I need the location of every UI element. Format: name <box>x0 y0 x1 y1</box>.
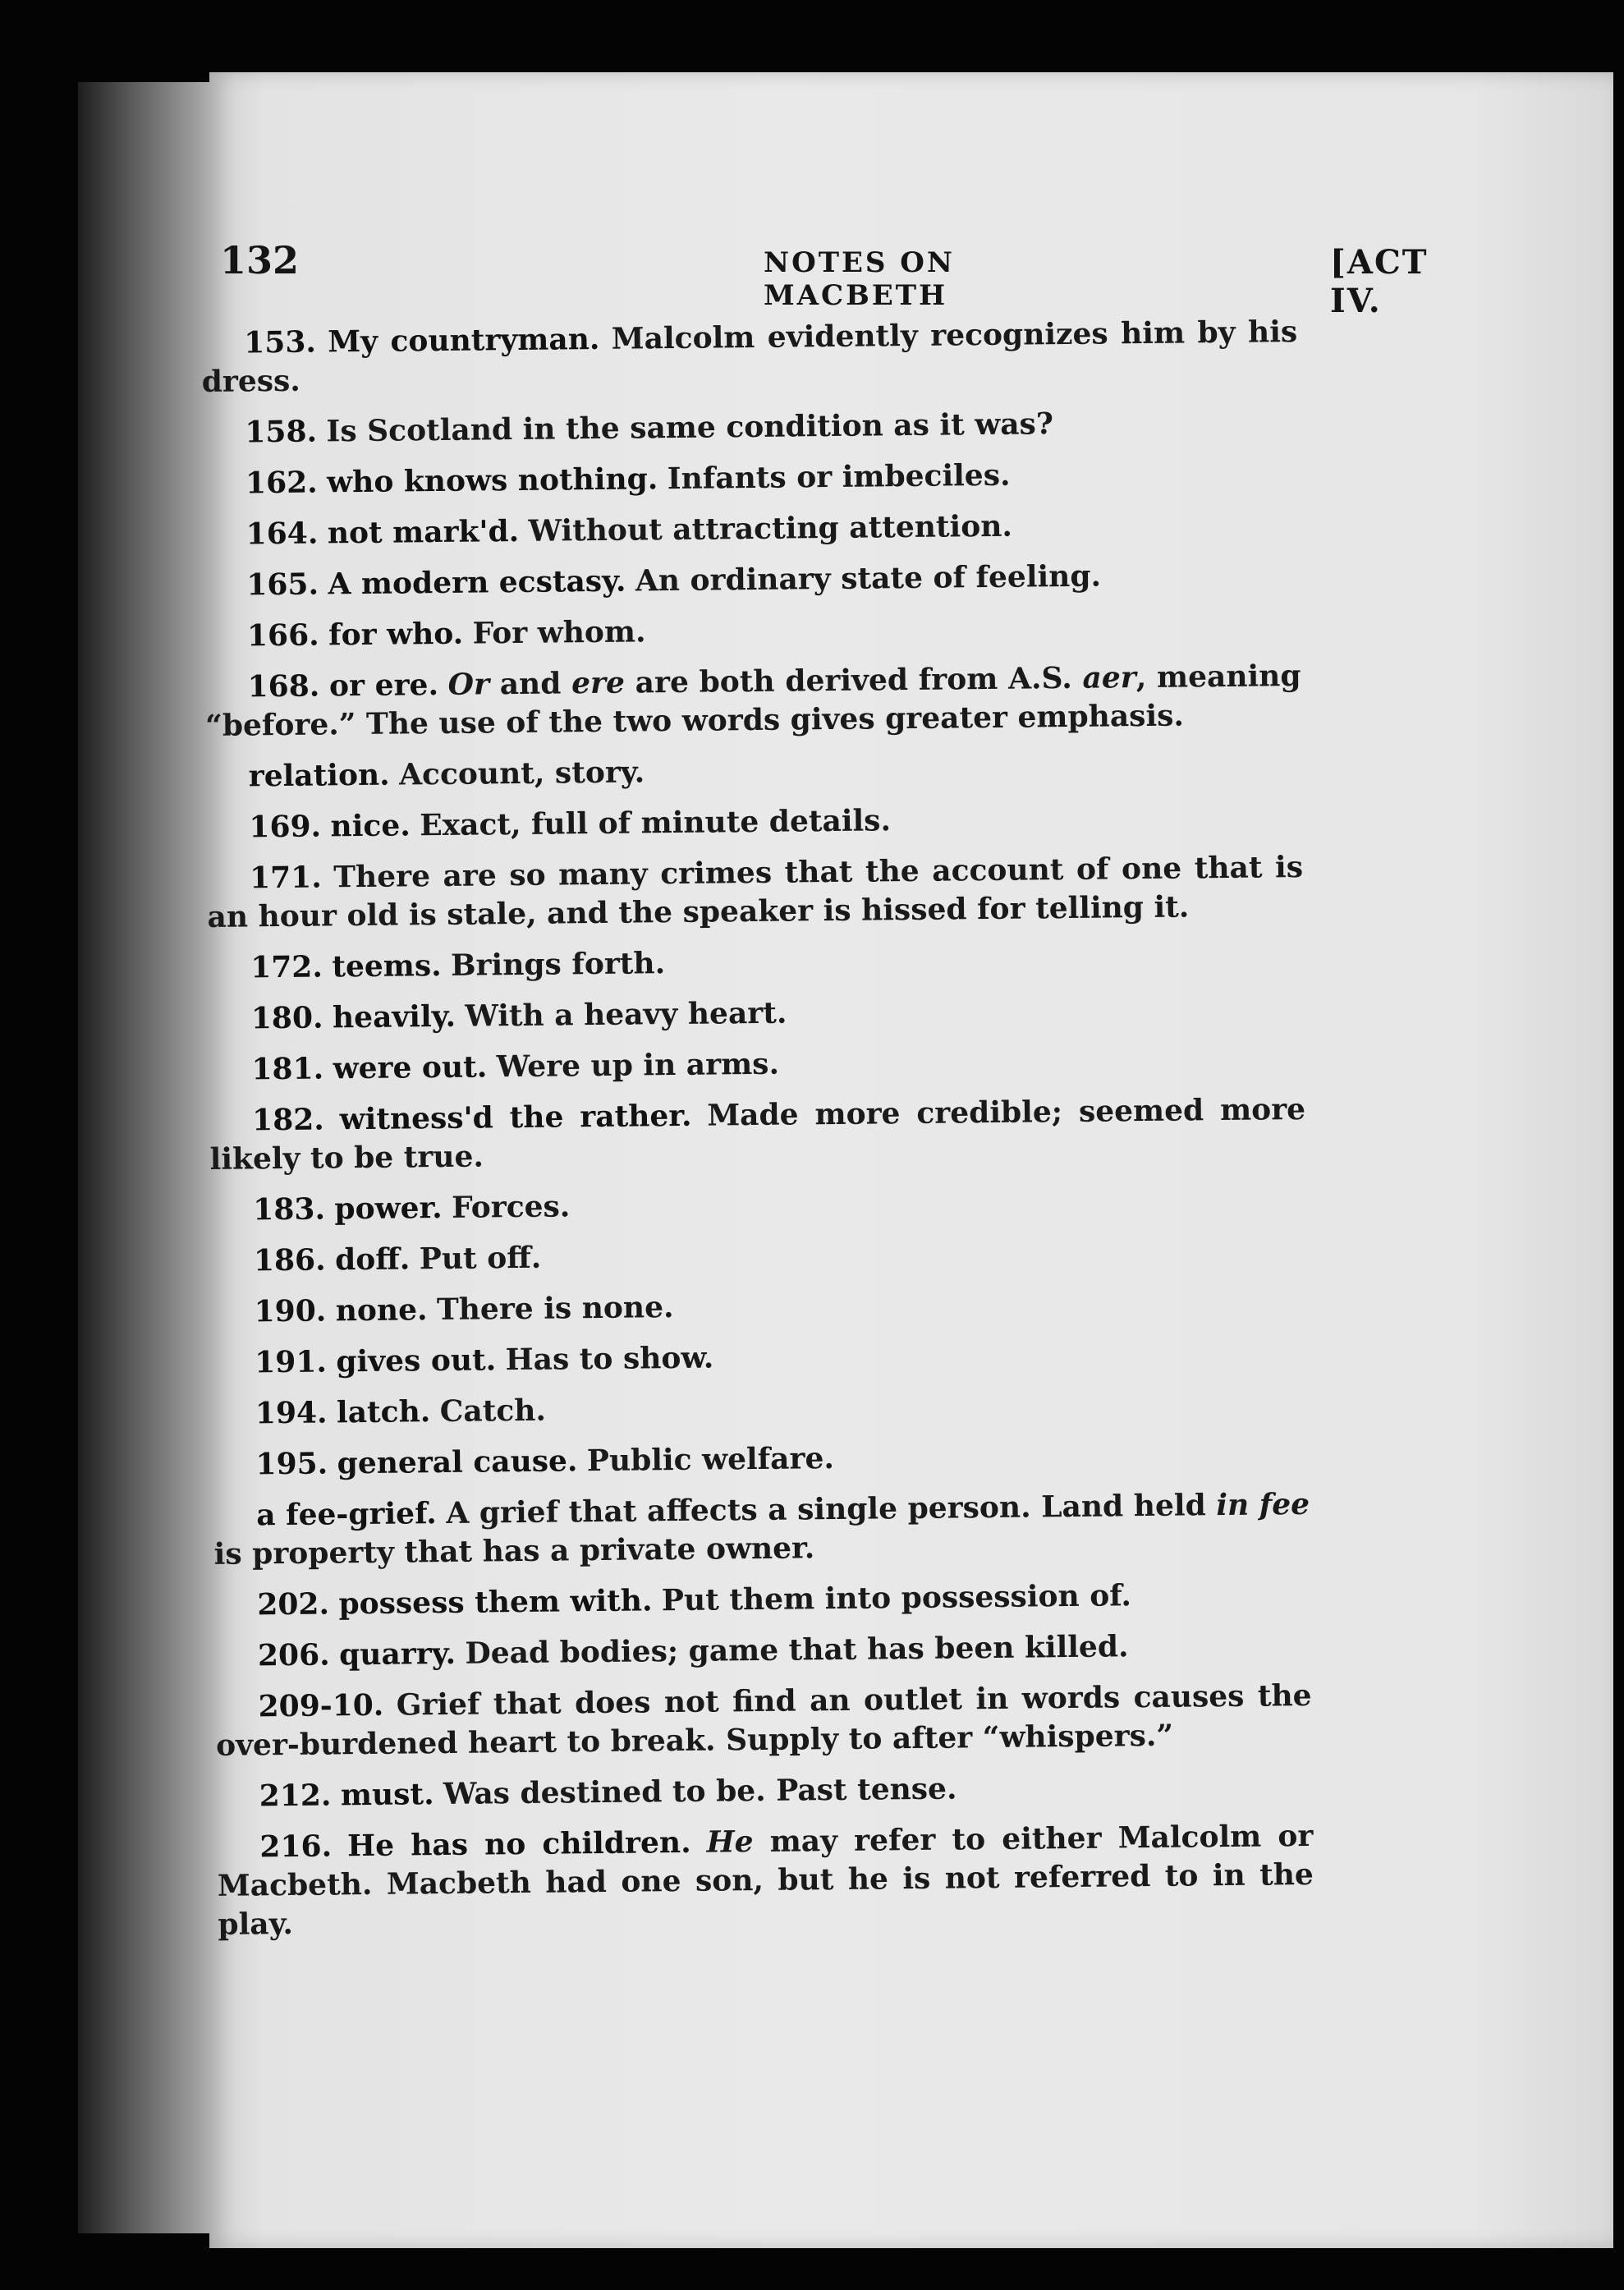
note-entry <box>212 1333 1308 1383</box>
note-lemma: heavily. <box>332 998 456 1035</box>
note-lemma: general cause. <box>337 1443 578 1481</box>
note-entry <box>204 555 1300 605</box>
italic-term: in fee <box>1216 1486 1310 1523</box>
book-spine-shadow <box>78 82 218 2233</box>
note-entry <box>217 1766 1313 1816</box>
note-entry <box>204 657 1301 746</box>
note-line-number: 169. <box>249 809 322 845</box>
note-lemma: none. <box>335 1292 428 1329</box>
note-gloss: Exact, full of minute details. <box>419 803 892 843</box>
note-gloss: Dead bodies; game that has been killed. <box>465 1629 1129 1671</box>
note-entry <box>202 402 1298 452</box>
note-entry <box>213 1485 1310 1574</box>
note-line-number: 165. <box>246 567 319 603</box>
note-gloss: Is Scotland in the same condition as it was? <box>326 406 1054 449</box>
italic-term: Or <box>447 667 490 702</box>
note-line-number: 206. <box>257 1637 330 1673</box>
note-line-number: 182. <box>251 1102 325 1138</box>
note-lemma: gives out. <box>336 1342 497 1379</box>
note-entry <box>209 989 1305 1039</box>
note-gloss: Malcolm evidently recognizes him by his dress. <box>201 314 1298 399</box>
note-line-number: 162. <box>245 465 318 501</box>
note-lemma: doff. <box>334 1241 411 1278</box>
note-lemma: relation. <box>248 757 390 794</box>
note-entry <box>209 1090 1306 1179</box>
note-lemma: latch. <box>336 1394 431 1430</box>
note-lemma: He has no children. <box>346 1824 691 1864</box>
note-line-number: 171. <box>249 860 322 896</box>
note-line-number: 164. <box>245 516 319 552</box>
note-entry <box>215 1626 1311 1676</box>
note-lemma: not mark'd. <box>327 513 520 551</box>
note-lemma: teems. <box>332 948 442 984</box>
gloss-text: , meaning “before.” The use of the two words gives greater emphasis. <box>204 658 1301 743</box>
note-gloss: Public welfare. <box>586 1441 835 1479</box>
note-line-number: 153. <box>244 324 317 360</box>
note-entry <box>206 797 1302 847</box>
note-gloss: An ordinary state of feeling. <box>635 558 1102 599</box>
note-entry <box>211 1231 1307 1281</box>
note-entry <box>215 1677 1312 1765</box>
note-line-number: 172. <box>250 949 323 985</box>
note-line-number: 186. <box>253 1242 326 1278</box>
note-entry <box>211 1282 1307 1332</box>
gloss-text: and <box>489 666 572 702</box>
note-gloss: For whom. <box>472 614 646 651</box>
note-entry <box>214 1575 1310 1625</box>
page-number: 132 <box>220 238 300 282</box>
note-gloss: Infants or imbeciles. <box>667 457 1011 497</box>
page-header <box>0 164 1429 320</box>
note-lemma: power. <box>334 1190 443 1227</box>
note-line-number: 195. <box>255 1446 328 1482</box>
note-line-number: 190. <box>254 1293 327 1329</box>
note-lemma: who knows nothing. <box>326 461 658 500</box>
note-gloss: Made more credible; seemed more likely to be true. <box>209 1091 1306 1177</box>
italic-term: aer <box>1082 660 1136 695</box>
note-line-number: 166. <box>246 617 319 654</box>
note-line-number: 209-10. <box>258 1687 384 1724</box>
note-entry <box>206 746 1302 796</box>
note-gloss: Were up in arms. <box>496 1046 780 1085</box>
note-lemma: quarry. <box>338 1636 456 1673</box>
act-label: [ACT IV. <box>1330 243 1429 320</box>
italic-term: He <box>706 1824 754 1860</box>
note-line-number: 168. <box>247 668 320 704</box>
note-lemma: witness'd the rather. <box>339 1098 692 1137</box>
note-entry <box>203 504 1299 554</box>
note-entry <box>208 938 1304 988</box>
note-lemma: were out. <box>333 1049 488 1086</box>
note-entry <box>204 606 1301 656</box>
note-entry <box>210 1180 1306 1230</box>
note-lemma: My countryman. <box>328 321 600 360</box>
note-entry <box>213 1434 1309 1485</box>
note-gloss: Without attracting attention. <box>528 508 1013 548</box>
note-line-number: 181. <box>251 1051 324 1087</box>
note-line-number: 180. <box>250 1000 323 1036</box>
note-entry <box>201 313 1298 402</box>
note-entry <box>207 848 1304 937</box>
gloss-text: A grief that affects a single person. Land held <box>446 1488 1217 1530</box>
note-gloss: Account, story. <box>398 755 645 792</box>
note-gloss: Was destined to be. Past tense. <box>443 1771 957 1812</box>
note-lemma: a fee-grief. <box>255 1496 438 1533</box>
note-gloss: Forces. <box>451 1189 571 1225</box>
note-line-number: 202. <box>257 1586 330 1622</box>
note-gloss: Grief that does not find an outlet in words causes the over-burdened heart to break. Supply to after “whispers.” <box>215 1677 1312 1763</box>
note-line-number: 212. <box>259 1778 332 1814</box>
note-line-number: 158. <box>245 414 318 450</box>
note-line-number: 216. <box>259 1829 333 1865</box>
note-entry <box>217 1817 1314 1944</box>
note-gloss: Catch. <box>439 1393 547 1430</box>
note-gloss: There are so many crimes that the account of one that is an hour old is stale, and the speaker is hissed for telling it. <box>207 849 1304 934</box>
note-line-number: 183. <box>253 1191 326 1228</box>
note-lemma: nice. <box>330 808 411 844</box>
note-lemma: or ere. <box>328 667 439 704</box>
note-entry <box>213 1384 1309 1434</box>
gloss-text: is property that has a private owner. <box>213 1530 815 1572</box>
note-lemma: for who. <box>328 616 464 653</box>
note-gloss: With a heavy heart. <box>465 995 787 1034</box>
note-gloss: Has to show. <box>505 1340 714 1378</box>
notes-list <box>201 313 1314 1957</box>
note-gloss: Put them into possession of. <box>661 1578 1132 1618</box>
note-entry <box>209 1039 1305 1090</box>
running-title: NOTES ON MACBETH <box>764 246 955 312</box>
gloss-text: may refer to either Malcolm or Macbeth. Macbeth had one son, but he is not referred to in the play. <box>217 1818 1314 1942</box>
italic-term: ere <box>571 665 626 701</box>
note-gloss: Put off. <box>419 1240 542 1277</box>
note-lemma: must. <box>340 1777 434 1813</box>
note-entry <box>203 453 1299 503</box>
note-gloss: There is none. <box>436 1290 674 1328</box>
note-lemma: A modern ecstasy. <box>328 563 626 602</box>
note-gloss: Brings forth. <box>450 946 666 983</box>
note-line-number: 194. <box>255 1395 328 1431</box>
gloss-text: are both derived from A.S. <box>624 660 1083 700</box>
note-line-number: 191. <box>255 1344 328 1380</box>
note-lemma: possess them with. <box>338 1583 653 1622</box>
